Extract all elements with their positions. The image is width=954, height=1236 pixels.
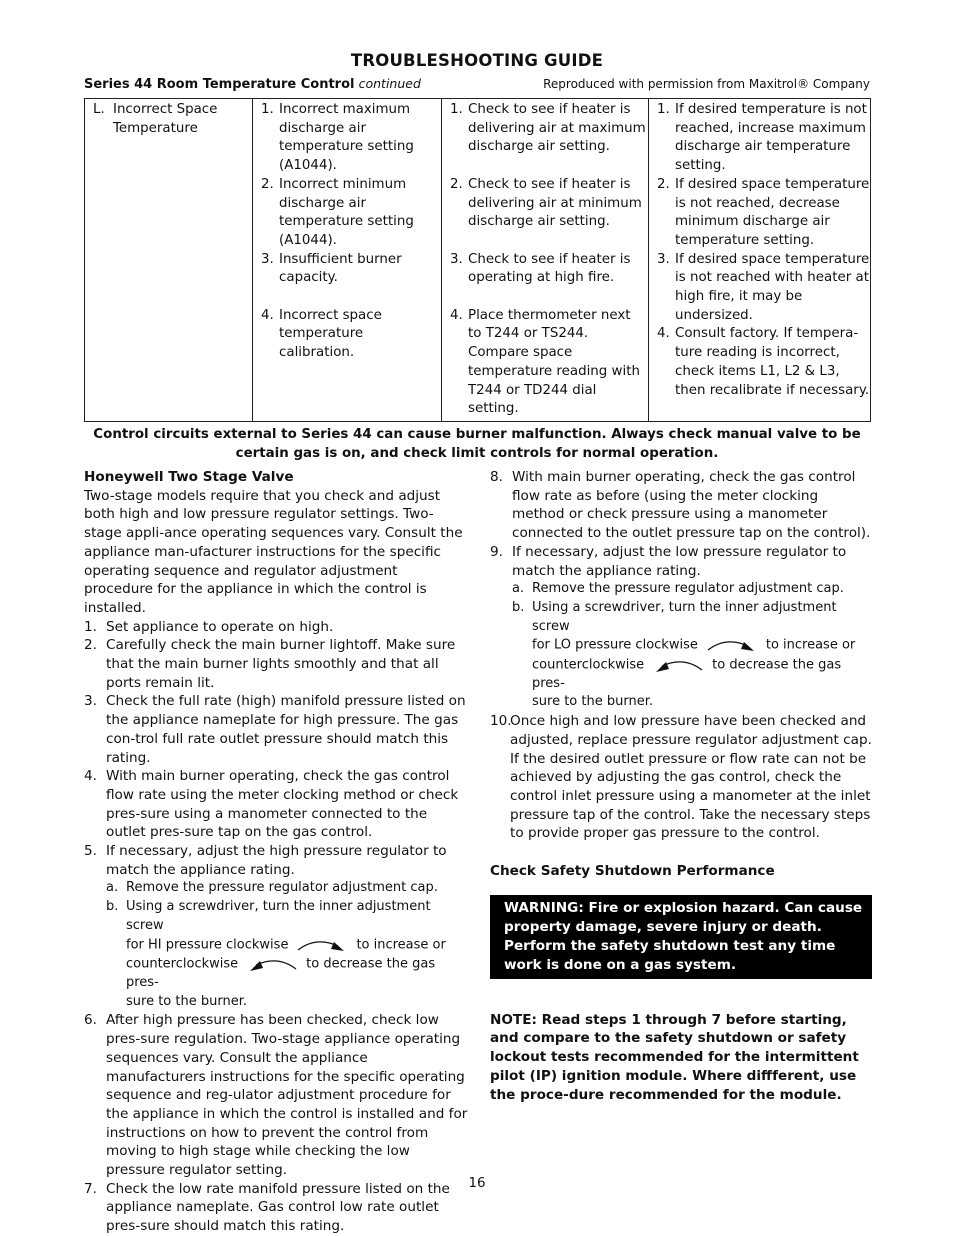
page-header [84, 50, 870, 463]
clockwise-arrow-icon [294, 936, 350, 954]
series-label [84, 76, 421, 92]
list-item: 1. Incorrect maximum discharge air temperature setting (A1044). [261, 102, 414, 174]
right-column [490, 468, 872, 1104]
page-number: 16 [468, 1176, 486, 1191]
list-item: 3. Check to see if heater is operating at high fire. [450, 251, 631, 286]
checks-cell [442, 99, 649, 422]
clockwise-arrow-icon [704, 636, 760, 654]
page-title: TROUBLESHOOTING GUIDE [350, 51, 604, 70]
list-item: 2. Incorrect minimum discharge air temperature setting (A1044). [261, 176, 414, 248]
symptom-letter: L. [93, 102, 105, 117]
list-item: 4. With main burner operating, check the gas control flow rate using the meter clocking method or check pres-sure using a manometer connected to the outlet pres-sure tap on the gas control. [84, 768, 459, 841]
troubleshooting-table [84, 98, 871, 422]
sub-item: b. Using a screwdriver, turn the inner adjustment screw for LO pressure clockwise to increase or counterclockwise to decrease the gas pres- sure to the burner. [512, 599, 856, 710]
subheader [84, 76, 870, 96]
note-text: NOTE: Read steps 1 through 7 before starting, and compare to the safety shutdown or safety lockout tests recommended for the intermittent pilot (IP) ignition module. Where diffferent, use the proce-dure recommended for the module. [490, 1011, 859, 1103]
symptom-cell [85, 99, 253, 422]
list-item: 3. Check the full rate (high) manifold pressure listed on the appliance nameplate for high pressure. The gas con-trol full rate outlet pressure should match this rating. [84, 693, 466, 766]
list-item: 4. Incorrect space temperature calibration. [261, 307, 382, 361]
credit-line: Reproduced with permission from Maxitrol® Company [543, 77, 870, 91]
list-item: 2. Carefully check the main burner lightoff. Make sure that the main burner lights smoothly and that all ports remain lit. [84, 637, 456, 691]
list-item: 2. If desired space temperature is not reached, decrease minimum discharge air temperature setting. [657, 176, 870, 248]
list-item: 4. Consult factory. If tempera-ture reading is incorrect, check items L1, L2 & L3, then recalibrate if necessary. [657, 326, 870, 398]
sub-item: b. Using a screwdriver, turn the inner adjustment screw for HI pressure clockwise to increase or counterclockwise to decrease the gas pres- sure to the burner. [106, 899, 446, 1009]
section-heading: Check Safety Shutdown Performance [490, 863, 775, 880]
section-heading: Honeywell Two Stage Valve [84, 469, 294, 485]
list-item: 7. Check the low rate manifold pressure listed on the appliance nameplate. Gas control low rate outlet pres-sure should match this rating. [84, 1180, 450, 1235]
counterclockwise-arrow-icon [244, 955, 300, 973]
causes-cell [253, 99, 442, 422]
list-item: 2. Check to see if heater is delivering air at minimum discharge air setting. [450, 176, 642, 230]
list-item: 1. If desired temperature is not reached, increase maximum discharge air temperature setting. [657, 102, 867, 174]
list-item: 10. Once high and low pressure have been checked and adjusted, replace pressure regulator adjustment cap. If the desired outlet pressure or flow rate can not be achieved by adjusting the gas control, check the control inlet pressure using a manometer at the inlet pressure tap of the control. Take the necessary steps to provide proper gas pressure to the control. [490, 713, 872, 842]
left-column [84, 468, 468, 1236]
table-row [85, 99, 871, 422]
symptom-text: Incorrect Space Temperature [113, 102, 218, 136]
list-item: 5. If necessary, adjust the high pressure regulator to match the appliance rating. [84, 843, 447, 878]
remedies-cell [649, 99, 871, 422]
notice-text: Control circuits external to Series 44 can cause burner malfunction. Always check manual valve to be certain gas is on, and check limit controls for normal operation. [93, 426, 861, 461]
sub-item: a. Remove the pressure regulator adjustment cap. [512, 581, 844, 597]
list-item: 1. Check to see if heater is delivering air at maximum discharge air setting. [450, 102, 646, 155]
counterclockwise-arrow-icon [650, 656, 706, 674]
list-item: 3. If desired space temperature is not reached with heater at high fire, it may be undersized. [657, 251, 870, 323]
sub-item: a. Remove the pressure regulator adjustment cap. [106, 880, 438, 896]
list-item: 9. If necessary, adjust the low pressure regulator to match the appliance rating. [490, 543, 847, 579]
warning-box: WARNING: Fire or explosion hazard. Can cause property damage, severe injury or death. Perform the safety shutdown test any time work is done on a gas system. [490, 895, 872, 979]
series-title: Series 44 Room Temperature Control [84, 77, 355, 92]
list-item: 1. Set appliance to operate on high. [84, 618, 334, 635]
list-item: 8. With main burner operating, check the gas control flow rate as before (using the meter clocking method or check pressure using a manometer connected to the outlet pressure tap on the control). [490, 469, 871, 542]
list-item: 3. Insufficient burner capacity. [261, 251, 402, 286]
series-continued: continued [358, 76, 421, 91]
list-item: 6. After high pressure has been checked, check low pres-sure regulation. Two-stage appliance operating sequences vary. Consult the appliance manufacturers instructions for the specific operating sequence and reg-ulator adjustment procedure for the appliance in which the control is installed and for instructions on how to prevent the control from moving to high stage while checking the low pressure regulator setting. [84, 1012, 468, 1179]
intro-paragraph: Two-stage models require that you check and adjust both high and low pressure regulator settings. Two-stage appli-ance operating sequences vary. Consult the appliance man-ufacturer instructions for the specific operating sequence and regulator adjustment procedure for the appliance in which the control is installed. [84, 487, 463, 616]
list-item: 4. Place thermometer next to T244 or TS244. Compare space temperature reading with T244 or TD244 dial setting. [450, 307, 640, 417]
